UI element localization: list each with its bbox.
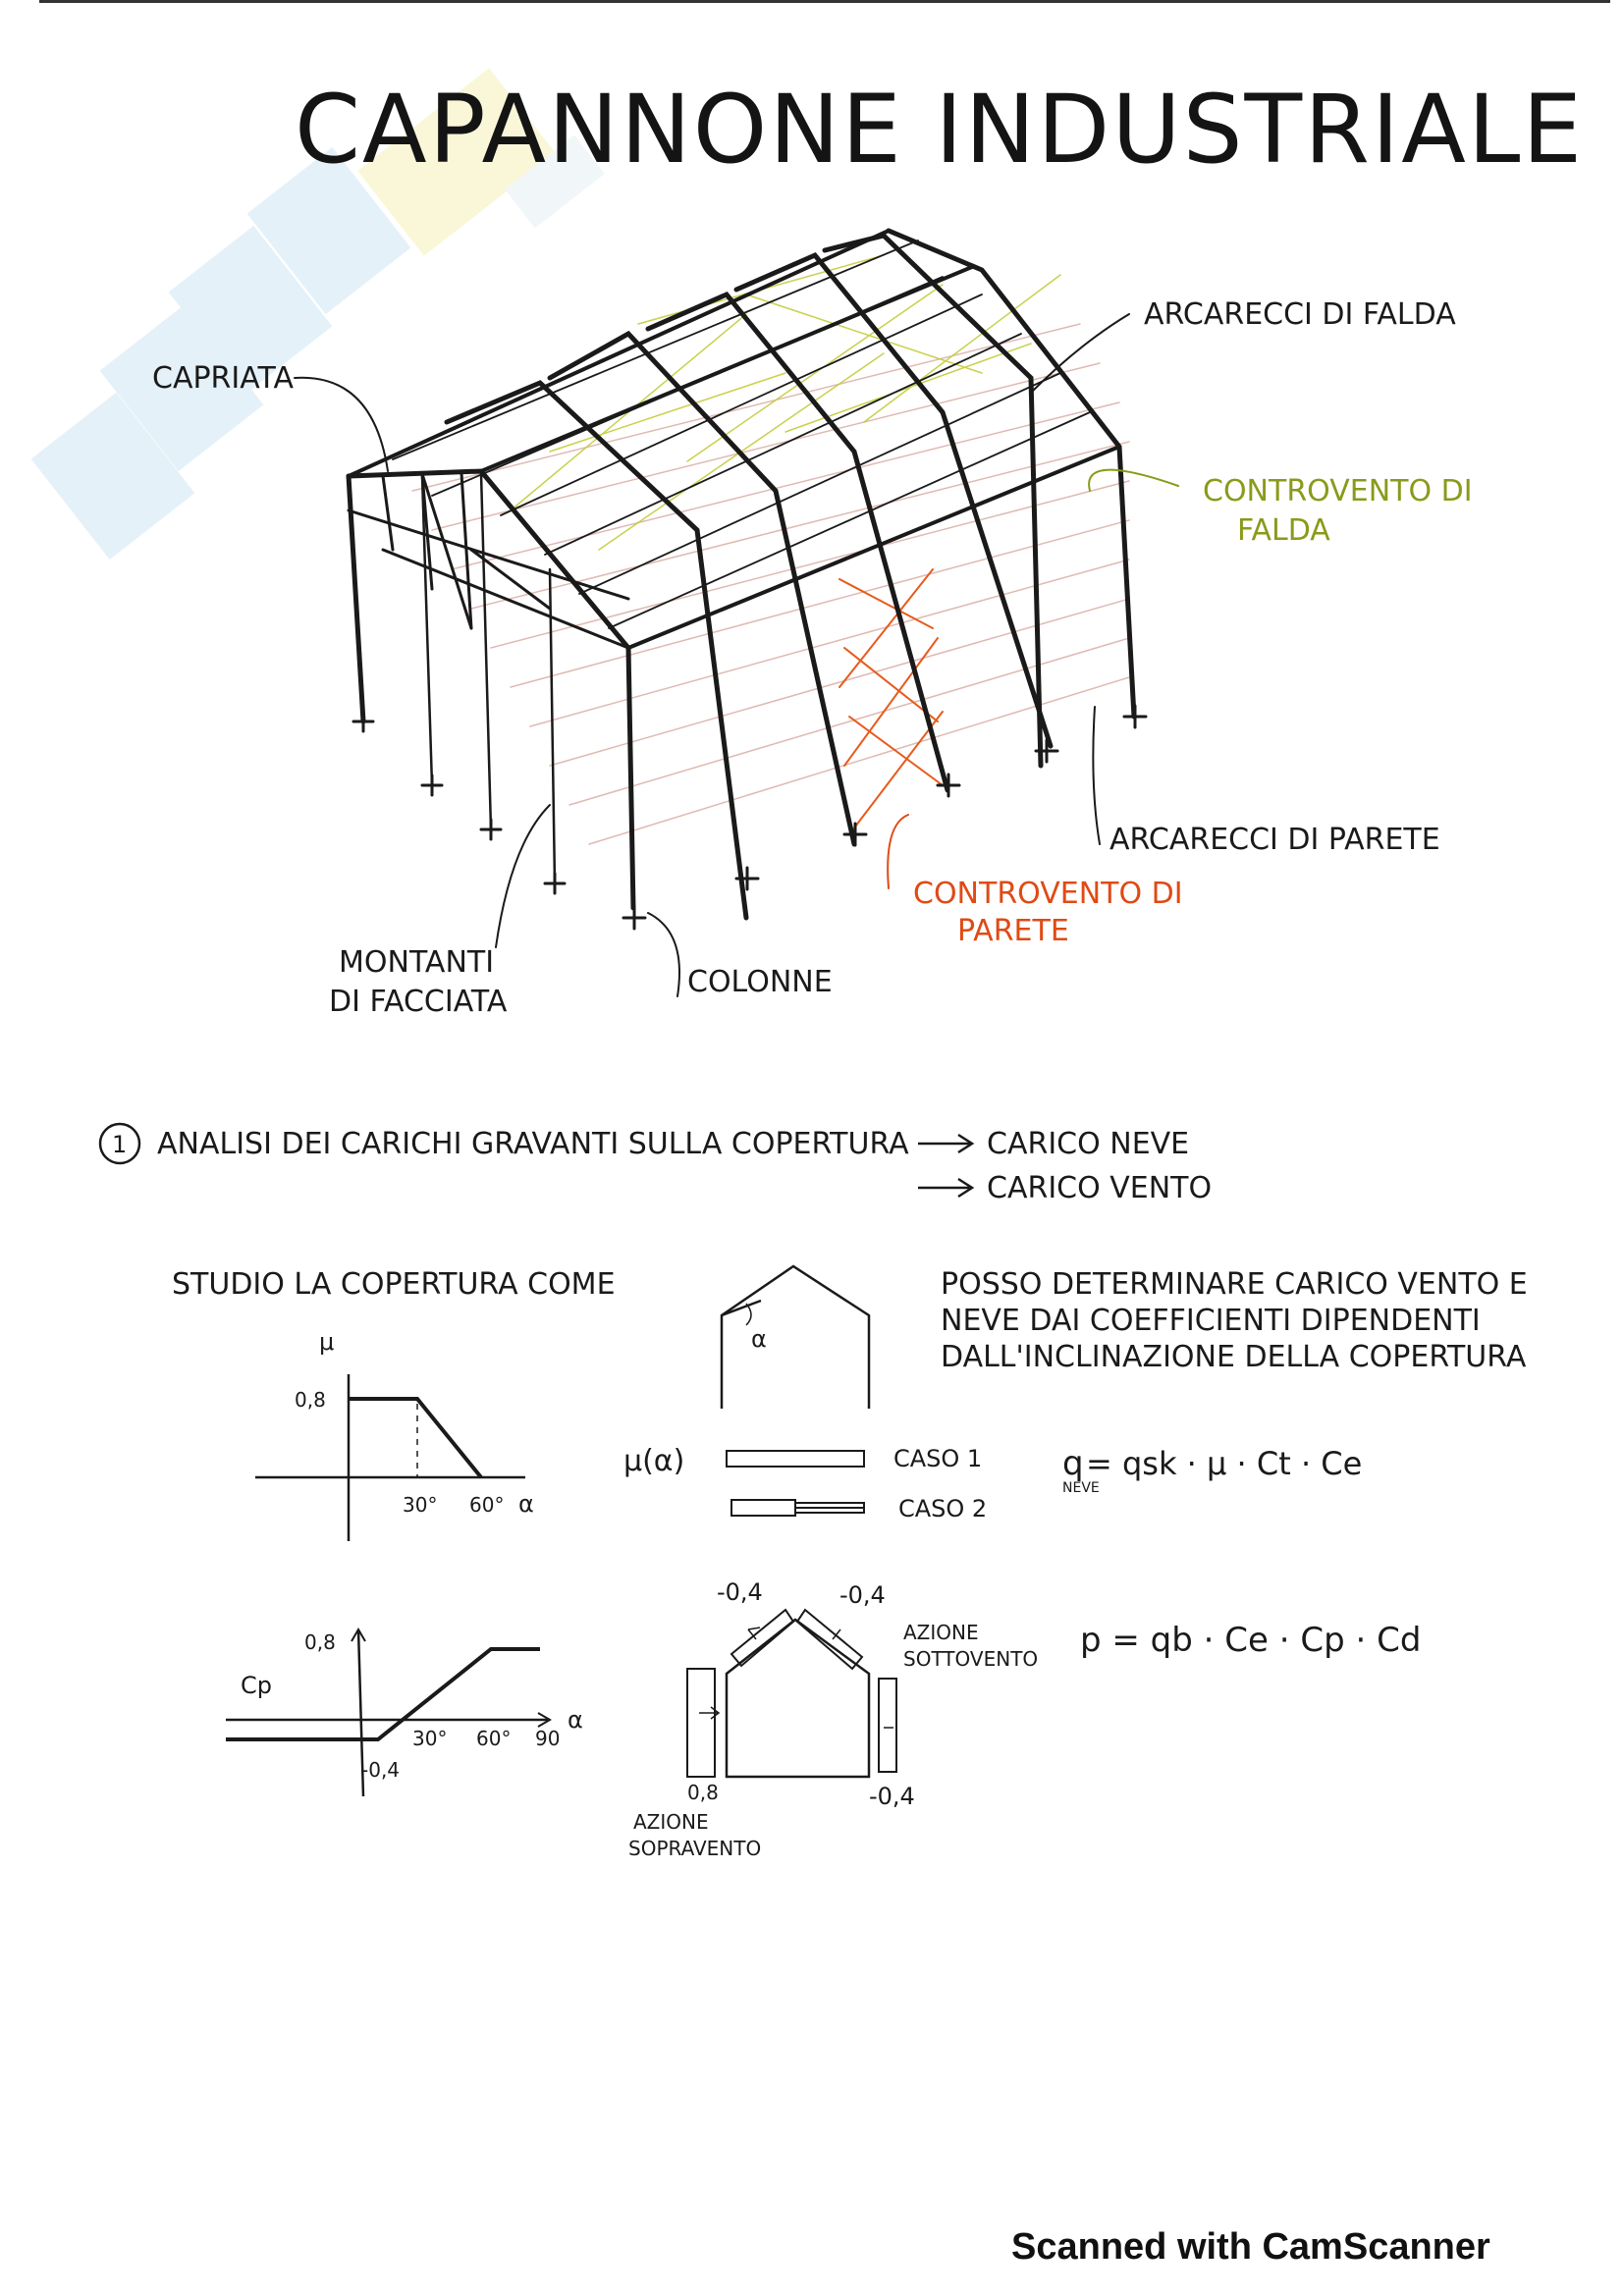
arrow-carico-vento: CARICO VENTO (987, 1171, 1213, 1205)
roof-edges (349, 231, 1119, 648)
mu-axis-label: μ (319, 1328, 335, 1356)
label-controvento-falda-1: CONTROVENTO DI (1203, 474, 1473, 508)
wall-bracing (839, 569, 943, 834)
caso-2: CASO 2 (898, 1495, 988, 1522)
cp-y-value: 0,8 (304, 1630, 336, 1654)
label-colonne: COLONNE (687, 965, 833, 999)
cp-x-axis-label: α (568, 1706, 583, 1734)
leader-arcarecci-parete (1093, 707, 1100, 844)
cp-x-tick-60: 60° (476, 1727, 512, 1750)
mu-y-value: 0,8 (295, 1388, 326, 1412)
wind-sketch (687, 1610, 896, 1777)
note-line-1: POSSO DETERMINARE CARICO VENTO E (941, 1267, 1528, 1302)
section-1-heading (100, 1124, 1212, 1205)
sopravento-1: AZIONE (633, 1810, 709, 1834)
formula-neve-rhs: = qsk · μ · Ct · Ce (1086, 1445, 1363, 1482)
label-montanti-1: MONTANTI (339, 945, 495, 980)
cp-x-tick-90: 90 (535, 1727, 561, 1750)
arrow-carico-neve: CARICO NEVE (987, 1127, 1190, 1161)
studio-copertura: STUDIO LA COPERTURA COME (172, 1267, 616, 1302)
leader-controvento-parete (888, 815, 908, 888)
leader-colonne (648, 913, 679, 996)
section-heading: ANALISI DEI CARICHI GRAVANTI SULLA COPERTURA (157, 1127, 909, 1161)
label-controvento-falda-2: FALDA (1237, 513, 1330, 548)
label-capriata: CAPRIATA (152, 361, 294, 396)
label-montanti-2: DI FACCIATA (329, 985, 508, 1019)
note-line-2: NEVE DAI COEFFICIENTI DIPENDENTI (941, 1304, 1481, 1338)
page-title: CAPANNONE INDUSTRIALE (295, 75, 1585, 185)
roof-angle: α (751, 1325, 767, 1353)
formula-vento: p = qb · Ce · Cp · Cd (1080, 1621, 1422, 1660)
cp-axis-label: Cp (241, 1672, 272, 1699)
wind-bottom-left: 0,8 (687, 1781, 719, 1804)
label-arcarecci-falda: ARCARECCI DI FALDA (1144, 297, 1456, 332)
cp-y-neg: -0,4 (361, 1758, 401, 1782)
mu-x-tick-60: 60° (469, 1493, 505, 1517)
scanner-footer: Scanned with CamScanner (1011, 2226, 1490, 2268)
mu-x-tick-30: 30° (403, 1493, 438, 1517)
cp-x-tick-30: 30° (412, 1727, 448, 1750)
load-cases (727, 1451, 864, 1516)
roof-sketch (722, 1266, 869, 1409)
sopravento-2: SOPRAVENTO (628, 1837, 762, 1860)
label-controvento-parete-2: PARETE (957, 914, 1069, 948)
sottovento-1: AZIONE (903, 1621, 979, 1644)
formula-neve-sub: NEVE (1062, 1480, 1100, 1496)
sottovento-2: SOTTOVENTO (903, 1647, 1039, 1671)
section-number: 1 (112, 1131, 128, 1158)
mu-alpha-label: μ(α) (623, 1444, 685, 1478)
caso-1: CASO 1 (893, 1445, 983, 1472)
leader-montanti (496, 805, 550, 947)
wall-purlins (412, 324, 1129, 844)
wind-top-right: -0,4 (839, 1581, 886, 1609)
label-controvento-parete-1: CONTROVENTO DI (913, 877, 1183, 911)
label-arcarecci-parete: ARCARECCI DI PARETE (1109, 823, 1440, 857)
wind-top-left: -0,4 (717, 1578, 763, 1606)
note-line-3: DALL'INCLINAZIONE DELLA COPERTURA (941, 1340, 1527, 1374)
formula-neve-lhs: q (1062, 1444, 1084, 1483)
wind-bottom-right: -0,4 (869, 1783, 915, 1810)
mu-x-axis-label: α (518, 1490, 534, 1518)
leader-capriata (295, 378, 388, 471)
